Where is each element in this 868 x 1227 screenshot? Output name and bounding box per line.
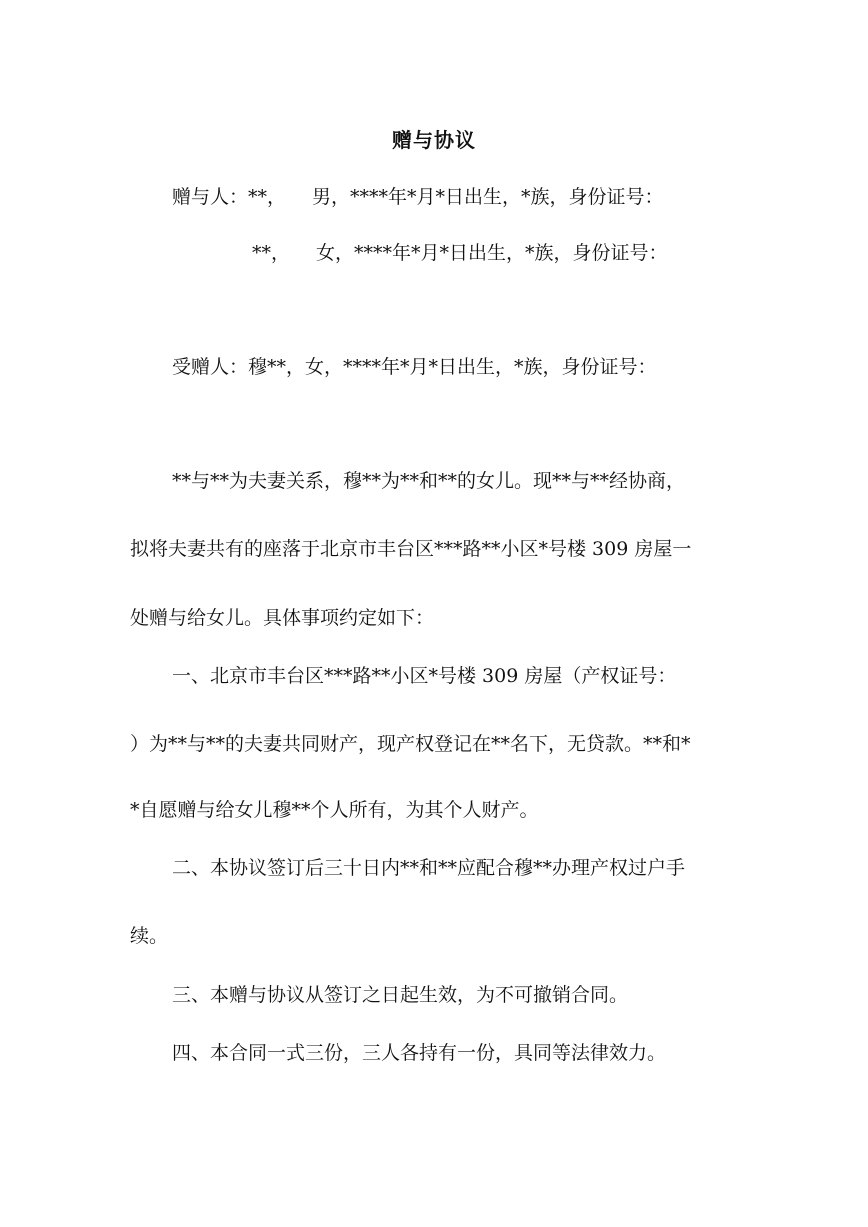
clause-4: 四、本合同一式三份，三人各持有一份，具同等法律效力。	[172, 1042, 667, 1064]
donor-1-details: 男，****年*月*日出生，*族，身份证号：	[312, 186, 664, 208]
donee-line: 受赠人：穆**，女，****年*月*日出生，*族，身份证号：	[172, 356, 657, 378]
donor-2-details: 女，****年*月*日出生，*族，身份证号：	[316, 242, 668, 264]
clause-2-line-1: 二、本协议签订后三十日内**和**应配合穆**办理产权过户手	[172, 857, 686, 879]
clause-1-line-3: *自愿赠与给女儿穆**个人所有，为其个人财产。	[130, 799, 539, 821]
donor-line-1	[172, 184, 664, 210]
donor-2-name: **，	[252, 242, 291, 264]
clause-1-line-1: 一、北京市丰台区***路**小区*号楼 309 房屋（产权证号：	[172, 665, 677, 687]
donor-line-2	[252, 240, 668, 266]
intro-line-1: **与**为夫妻关系，穆**为**和**的女儿。现**与**经协商，	[172, 470, 686, 492]
clause-3: 三、本赠与协议从签订之日起生效，为不可撤销合同。	[172, 984, 629, 1006]
clause-1-line-2: ）为**与**的夫妻共同财产，现产权登记在**名下，无贷款。**和*	[130, 733, 691, 755]
clause-2-line-2: 续。	[130, 925, 169, 947]
donor-label: 赠与人：**，	[172, 186, 287, 208]
document-title: 赠与协议	[392, 128, 476, 152]
intro-line-3: 处赠与给女儿。具体事项约定如下：	[130, 607, 435, 629]
intro-line-2: 拟将夫妻共有的座落于北京市丰台区***路**小区*号楼 309 房屋一	[130, 538, 692, 560]
